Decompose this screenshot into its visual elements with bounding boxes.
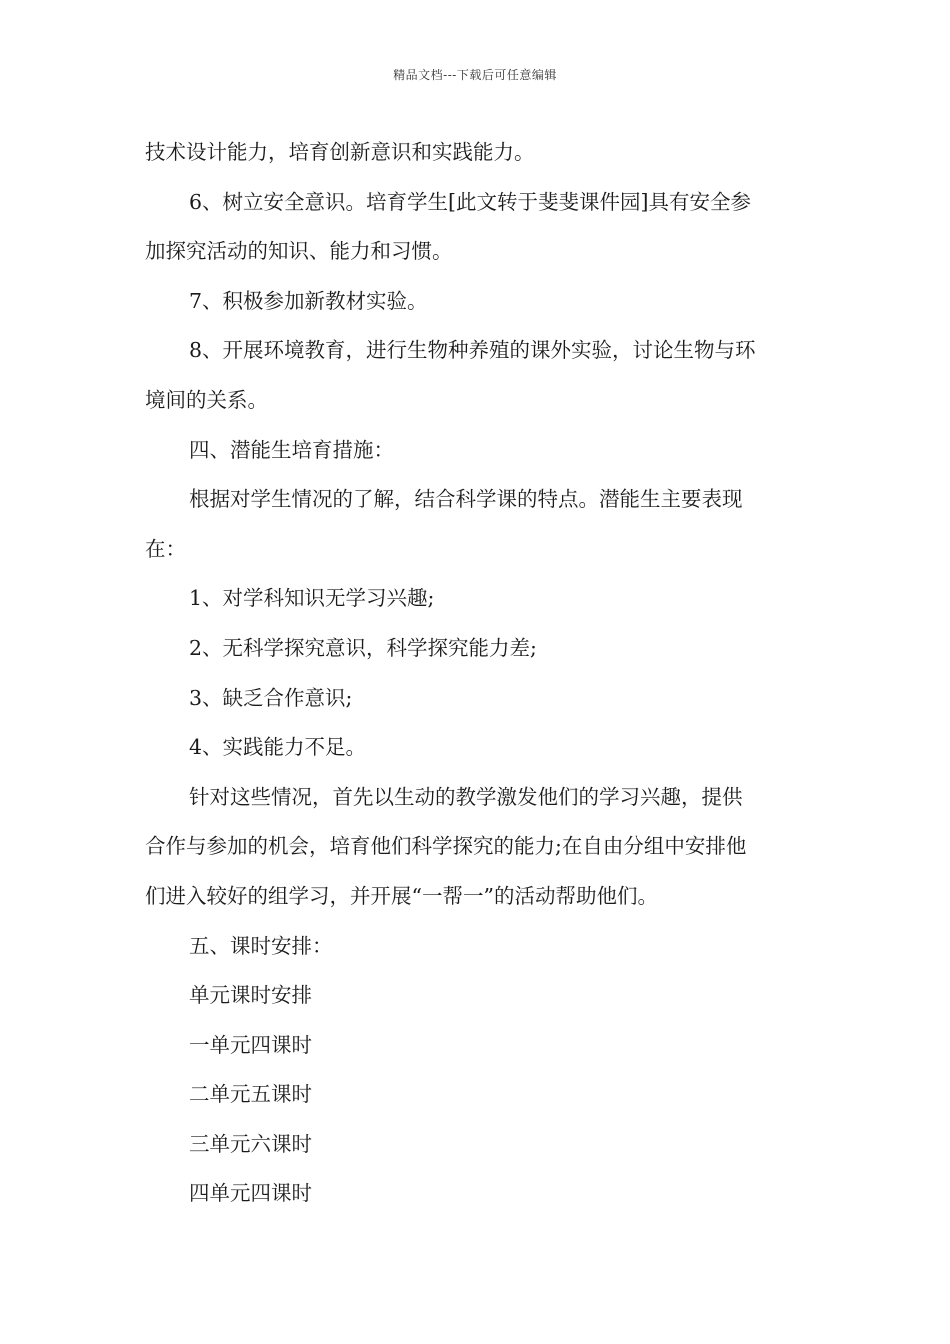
paragraph-line: 境间的关系。 bbox=[145, 387, 268, 412]
schedule-item: 三单元六课时 bbox=[189, 1131, 312, 1156]
list-item: 3、缺乏合作意识; bbox=[189, 685, 353, 710]
paragraph-line: 技术设计能力，培育创新意识和实践能力。 bbox=[145, 140, 535, 164]
paragraph-line: 7、积极参加新教材实验。 bbox=[189, 288, 428, 313]
list-item: 2、无科学探究意识，科学探究能力差; bbox=[189, 635, 537, 660]
schedule-item: 单元课时安排 bbox=[189, 983, 312, 1008]
paragraph-line: 们进入较好的组学习，并开展“一帮一”的活动帮助他们。 bbox=[145, 883, 658, 908]
list-item: 1、对学科知识无学习兴趣; bbox=[189, 586, 435, 611]
paragraph-line: 在： bbox=[145, 536, 186, 561]
section-heading: 五、课时安排： bbox=[189, 933, 333, 958]
paragraph-line: 8、开展环境教育，进行生物种养殖的课外实验，讨论生物与环 bbox=[189, 338, 756, 363]
schedule-item: 二单元五课时 bbox=[189, 1082, 312, 1107]
section-heading: 四、潜能生培育措施： bbox=[189, 437, 394, 462]
paragraph-line: 加探究活动的知识、能力和习惯。 bbox=[145, 239, 453, 264]
list-item: 4、实践能力不足。 bbox=[189, 735, 367, 760]
paragraph-line: 6、树立安全意识。培育学生[此文转于斐斐课件园]具有安全参 bbox=[189, 189, 752, 214]
page-header: 精品文档---下载后可任意编辑 bbox=[393, 68, 557, 82]
paragraph-line: 针对这些情况，首先以生动的教学激发他们的学习兴趣，提供 bbox=[189, 784, 743, 809]
document-body bbox=[145, 128, 810, 1219]
paragraph-line: 合作与参加的机会，培育他们科学探究的能力;在自由分组中安排他 bbox=[145, 834, 747, 859]
paragraph-line: 根据对学生情况的了解，结合科学课的特点。潜能生主要表现 bbox=[189, 487, 743, 512]
schedule-item: 四单元四课时 bbox=[189, 1181, 312, 1206]
schedule-item: 一单元四课时 bbox=[189, 1032, 312, 1057]
